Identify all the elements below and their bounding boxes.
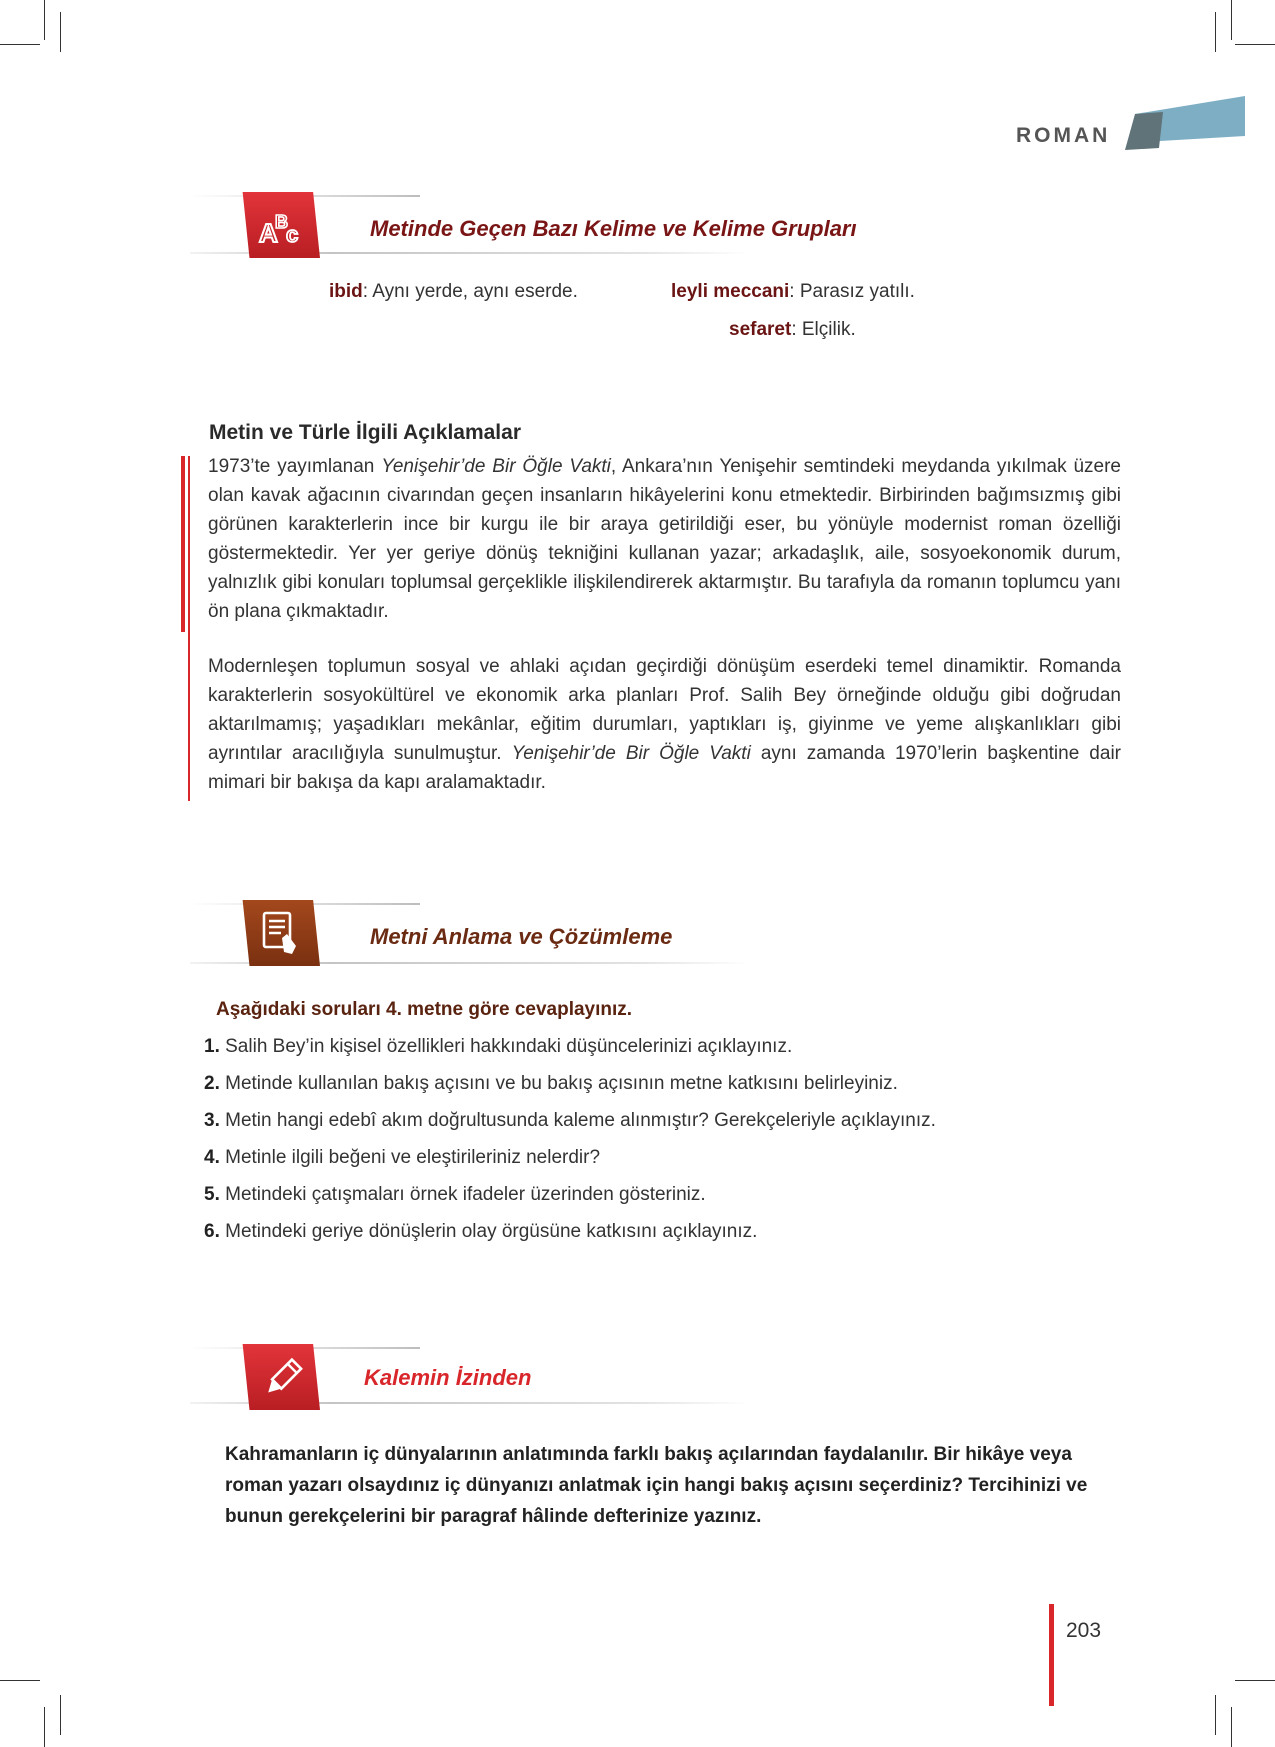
question-item: 2. Metinde kullanılan bakış açısını ve bu bakış açısının metne katkısını belirleyiniz. [204,1073,898,1094]
glossary-badge [234,192,320,258]
abc-icon [258,202,306,248]
glossary-entry [329,281,578,303]
writing-badge [234,1344,320,1410]
explanations-side-bar-thin [188,456,190,801]
explanations-paragraph-2: Modernleşen toplumun sosyal ve ahlaki açıdan geçirdiği dönüşüm eserdeki temel dinamiktir. Romanda karakterlerin sosyokültürel ve ekonomik arka planları Prof. Salih Bey örneğinde olduğu gibi doğrudan aktarılmamış; yaşadıkları mekânlar, eğitim durumları, yaptıkları iş, giyinme ve yeme alışkanlıkları gibi ayrıntılar aracılığıyla sunulmuştur. Yenişehir’de Bir Öğle Vakti aynı zamanda 1970’lerin başkentine dair mimari bir bakışa da kapı aralamaktadır. [208,656,1121,793]
analysis-section-title: Metni Anlama ve Çözümleme [370,924,673,949]
analysis-section-header [190,900,750,970]
writing-section-title: Kalemin İzinden [364,1365,532,1390]
explanations-paragraph-1: 1973’te yayımlanan Yenişehir’de Bir Öğle Vakti, Ankara’nın Yenişehir semtindeki meydanda yıkılmak üzere olan kavak ağacının civarından geçen insanların hikâyelerini konu etmektedir. Birbirinden bağımsızmış gibi görünen karakterlerin ince bir kurgu ile bir araya getirildiği eser, bu yönüyle modernist roman özelliği göstermektedir. Yer yer geriye dönüş tekniğini kullanan yazar; arkadaşlık, aile, sosyoekonomik durum, yalnızlık gibi konuları toplumsal gerçeklikle ilişkilendirerek aktarmıştır. Bu tarafıyla da romanın toplumcu yanı ön plana çıkmaktadır. [208,456,1121,622]
writing-prompt: Kahramanların iç dünyalarının anlatımında farklı bakış açılarından faydalanılır. Bir hikâye veya roman yazarı olsaydınız iç dünyanızı anlatmak için hangi bakış açısını seçerdiniz? Tercihinizi ve bunun gerekçelerini bir paragraf hâlinde defterinize yazınız. [225,1444,1088,1527]
page-number: 203 [1066,1619,1102,1642]
document-hand-icon [258,910,304,958]
header-ribbon-graphic [1125,92,1245,152]
glossary-definition: : Parasız yatılı. [789,281,915,302]
svg-text:B: B [275,212,288,232]
question-item: 1. Salih Bey’in kişisel özellikleri hakkındaki düşüncelerinizi açıklayınız. [204,1036,793,1057]
question-item: 5. Metindeki çatışmaları örnek ifadeler üzerinden gösteriniz. [204,1184,706,1205]
question-item: 4. Metinle ilgili beğeni ve eleştirileriniz nelerdir? [204,1147,601,1168]
svg-text:c: c [286,222,299,247]
page-number-bar [1049,1604,1054,1706]
glossary-definition: : Aynı yerde, aynı eserde. [362,281,578,302]
explanations-heading: Metin ve Türle İlgili Açıklamalar [209,421,521,444]
glossary-definition: : Elçilik. [791,319,856,340]
glossary-entry [671,281,915,303]
svg-text:A: A [259,218,278,248]
explanations-side-bar [181,456,185,632]
book-title: Yenişehir’de Bir Öğle Vakti [511,743,751,764]
glossary-section-title: Metinde Geçen Bazı Kelime ve Kelime Grupları [370,216,857,241]
glossary-term: leyli meccani [671,281,790,302]
glossary-section-header [190,192,857,262]
chapter-label: ROMAN [1016,124,1111,147]
glossary-term: ibid [329,281,363,302]
question-item: 6. Metindeki geriye dönüşlerin olay örgüsüne katkısını açıklayınız. [204,1221,758,1242]
analysis-instruction: Aşağıdaki soruları 4. metne göre cevaplayınız. [216,999,633,1020]
writing-section-header [190,1344,750,1414]
glossary-term: sefaret [729,319,792,340]
book-title: Yenişehir’de Bir Öğle Vakti [381,456,611,477]
pencil-icon [258,1354,306,1402]
glossary-entry [729,319,856,341]
question-item: 3. Metin hangi edebî akım doğrultusunda kaleme alınmıştır? Gerekçeleriyle açıklayınız. [204,1110,936,1131]
analysis-badge [234,900,320,966]
